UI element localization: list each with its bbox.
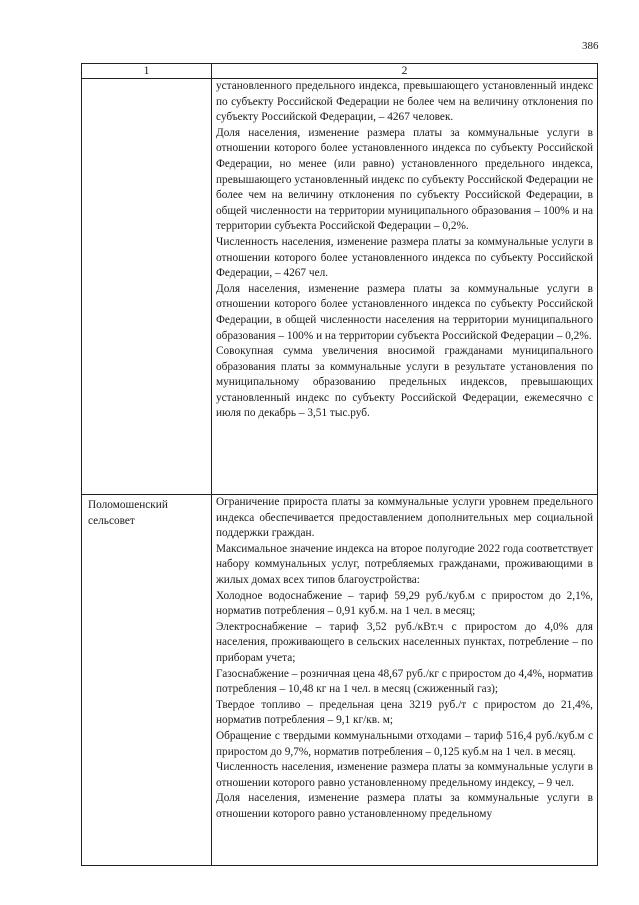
paragraph: Совокупная сумма увеличения вносимой гражданами муниципального образования платы за коммунальные услуги в результате установления по муниципальному образованию предельных индексов, превышающих установленный индекс по субъекту Российской Федерации, ежемесячно с июля по декабрь – 3,51 тыс.руб. [216,345,593,420]
paragraph: Доля населения, изменение размера платы за коммунальные услуги в отношении которого равно установленному предельному [216,792,593,820]
table-row [82,79,598,495]
paragraph: установленного предельного индекса, превышающего установленный индекс по субъекту Российской Федерации не более чем на величину отклонения по субъекту Российской Федерации, – 4267 человек. [216,80,593,124]
paragraph: Ограничение прироста платы за коммунальные услуги уровнем предельного индекса обеспечивается предоставлением дополнительных мер социальной поддержки граждан. [216,496,593,540]
description-cell [212,495,598,866]
paragraph: Максимальное значение индекса на второе полугодие 2022 года соответствует набору коммунальных услуг, потребляемых гражданами, проживающими в жилых домах всех типов благоустройства: [216,542,593,586]
description-cell [212,79,598,495]
paragraph: Доля населения, изменение размера платы за коммунальные услуги в отношении которого более установленного индекса по субъекту Российской Федерации, в общей численности населения на территории муниципального образования – 100% и на территории субъекта Российской Федерации – 0,2%. [216,282,593,342]
paragraph: Численность населения, изменение размера платы за коммунальные услуги в отношении которого равно установленному предельному индексу, – 9 чел. [216,761,593,789]
municipality-cell [82,79,212,495]
paragraph: Холодное водоснабжение – тариф 59,29 руб./куб.м с приростом до 2,1%, норматив потребления – 0,91 куб.м. на 1 чел. в месяц; [216,589,593,618]
paragraph: Доля населения, изменение размера платы за коммунальные услуги в отношении которого более установленного индекса по субъекту Российской Федерации, но менее (или равно) установленного предельного индекса, превышающего установленный индекс по субъекту Российской Федерации не более чем на величину отклонения по субъекту Российской Федерации, в общей численности на территории муниципального образования – 100% и на территории субъекта Российской Федерации – 0,2%. [216,126,593,233]
document-table [81,63,598,866]
paragraph: Электроснабжение – тариф 3,52 руб./кВт.ч с приростом до 4,0% для населения, проживающего в сельских населенных пунктах, потребление – по приборам учета; [216,620,593,664]
paragraph: Газоснабжение – розничная цена 48,67 руб./кг с приростом до 4,4%, норматив потребления – 10,48 кг на 1 чел. в месяц (сжиженный газ); [216,667,593,696]
paragraph: Твердое топливо – предельная цена 3219 руб./т с приростом до 21,4%, норматив потребления – 9,1 кг/кв. м; [216,698,593,727]
paragraph: Численность населения, изменение размера платы за коммунальные услуги в отношении которого более установленного индекса по субъекту Российской Федерации, – 4267 чел. [216,235,593,280]
column-header-2: 2 [212,64,598,79]
table-row [82,495,598,866]
table-header-row [82,64,598,79]
column-header-1: 1 [82,64,212,79]
page-number: 386 [582,40,599,52]
paragraph: Обращение с твердыми коммунальными отходами – тариф 516,4 руб./куб.м с приростом до 9,7%, норматив потребления – 0,125 куб.м на 1 чел. в месяц. [216,729,593,758]
municipality-cell: Поломошенский сельсовет [82,495,212,866]
